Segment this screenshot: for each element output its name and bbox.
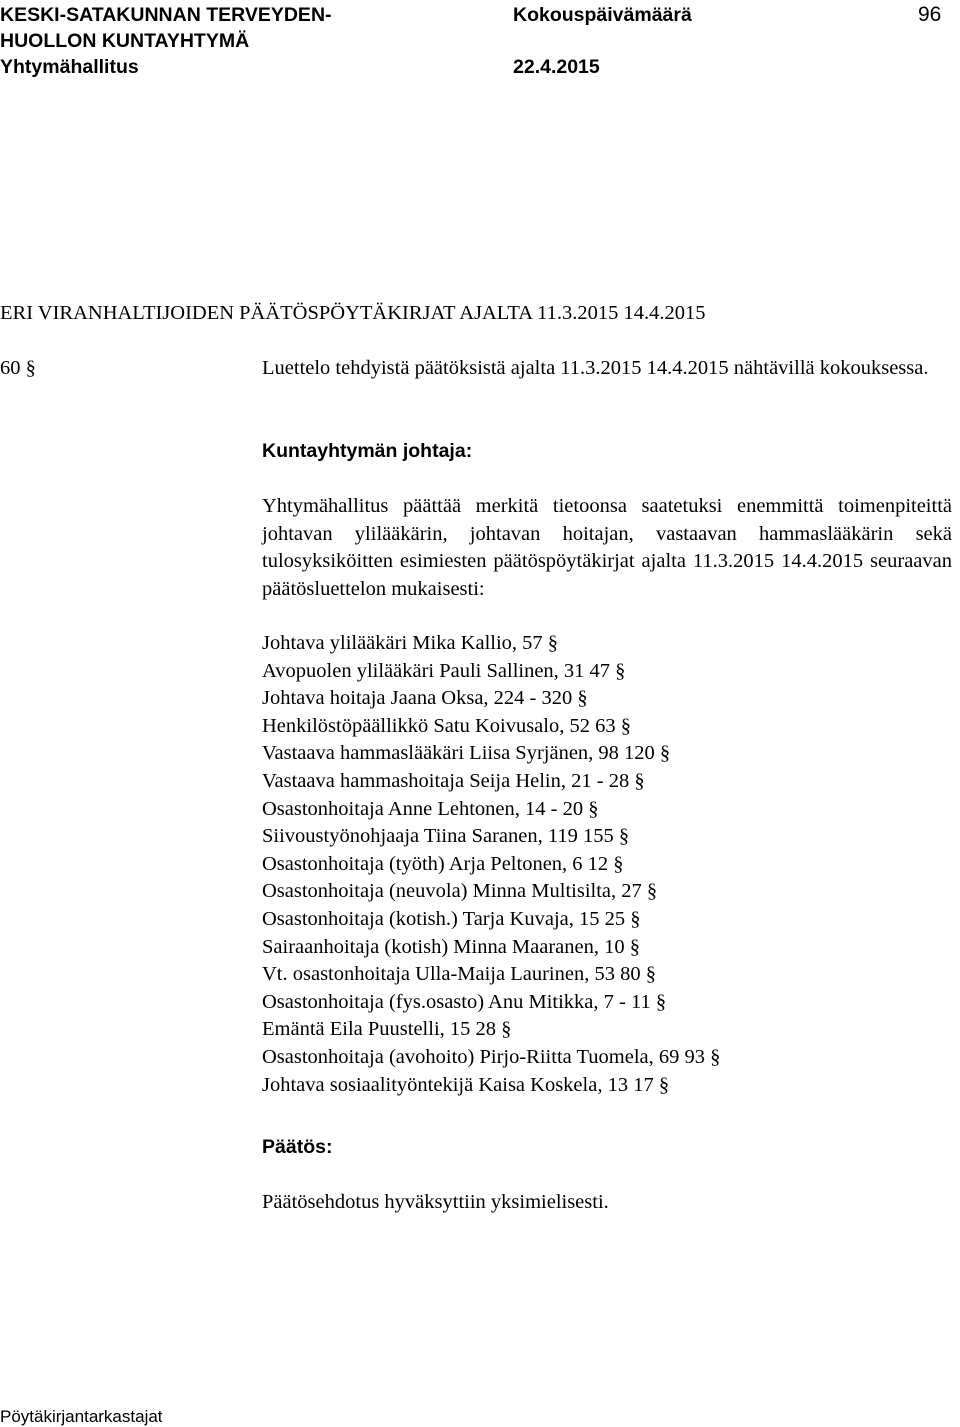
list-item: Sairaanhoitaja (kotish) Minna Maaranen, 10 § — [262, 935, 640, 958]
list-item: Osastonhoitaja (neuvola) Minna Multisilta, 27 § — [262, 880, 658, 903]
list-item: Osastonhoitaja Anne Lehtonen, 14 - 20 § — [262, 797, 599, 820]
list-item: Avopuolen ylilääkäri Pauli Sallinen, 31 47 § — [262, 659, 626, 682]
org-name-line1: KESKI-SATAKUNNAN TERVEYDEN- — [0, 4, 332, 26]
list-item: Johtava sosiaalityöntekijä Kaisa Koskela, 13 17 § — [262, 1073, 670, 1096]
list-item: Osastonhoitaja (kotish.) Tarja Kuvaja, 15 25 § — [262, 907, 641, 930]
list-item: Vastaava hammashoitaja Seija Helin, 21 - 28 § — [262, 769, 645, 792]
org-name-line2: HUOLLON KUNTAYHTYMÄ — [0, 30, 250, 52]
proposal-heading: Kuntayhtymän johtaja: — [262, 440, 473, 462]
list-item: Vt. osastonhoitaja Ulla-Maija Laurinen, 53 80 § — [262, 963, 656, 986]
decision-text: Päätösehdotus hyväksyttiin yksimielisesti. — [262, 1191, 609, 1213]
list-item: Osastonhoitaja (fys.osasto) Anu Mitikka, 7 - 11 § — [262, 990, 667, 1013]
list-item: Henkilöstöpäällikkö Satu Koivusalo, 52 63 § — [262, 714, 631, 737]
footer-label: Pöytäkirjantarkastajat — [0, 1407, 163, 1426]
item-number: 60 § — [0, 357, 36, 379]
decisions-list — [262, 630, 720, 1099]
list-item: Osastonhoitaja (työth) Arja Peltonen, 6 12 § — [262, 852, 624, 875]
list-item: Osastonhoitaja (avohoito) Pirjo-Riitta Tuomela, 69 93 § — [262, 1045, 721, 1068]
list-item: Siivoustyönohjaaja Tiina Saranen, 119 155 § — [262, 825, 630, 848]
page-number: 96 — [918, 3, 942, 26]
list-item: Emäntä Eila Puustelli, 15 28 § — [262, 1018, 512, 1041]
list-item: Vastaava hammaslääkäri Liisa Syrjänen, 98 120 § — [262, 742, 671, 765]
item-description: Luettelo tehdyistä päätöksistä ajalta 11.3.2015 14.4.2015 nähtävillä kokouksessa. — [262, 357, 929, 379]
list-item: Johtava hoitaja Jaana Oksa, 224 - 320 § — [262, 687, 588, 710]
document-type-label: Kokouspäivämäärä — [513, 4, 692, 26]
meeting-date: 22.4.2015 — [513, 56, 600, 78]
decision-heading: Päätös: — [262, 1136, 333, 1158]
list-item: Johtava ylilääkäri Mika Kallio, 57 § — [262, 632, 559, 654]
governing-body-name: Yhtymähallitus — [0, 56, 139, 78]
section-title: ERI VIRANHALTIJOIDEN PÄÄTÖSPÖYTÄKIRJAT AJALTA 11.3.2015 14.4.2015 — [0, 302, 706, 324]
proposal-text: Yhtymähallitus päättää merkitä tietoonsa saatetuksi enemmittä toimenpiteittä johtavan ylilääkärin, johtavan hoitajan, vastaavan hammaslääkärin sekä tulosyksiköitten esimiesten päätöspöytäkirjat ajalta 11.3.2015 14.4.2015 seuraavan päätösluettelon mukaisesti: — [262, 495, 952, 600]
